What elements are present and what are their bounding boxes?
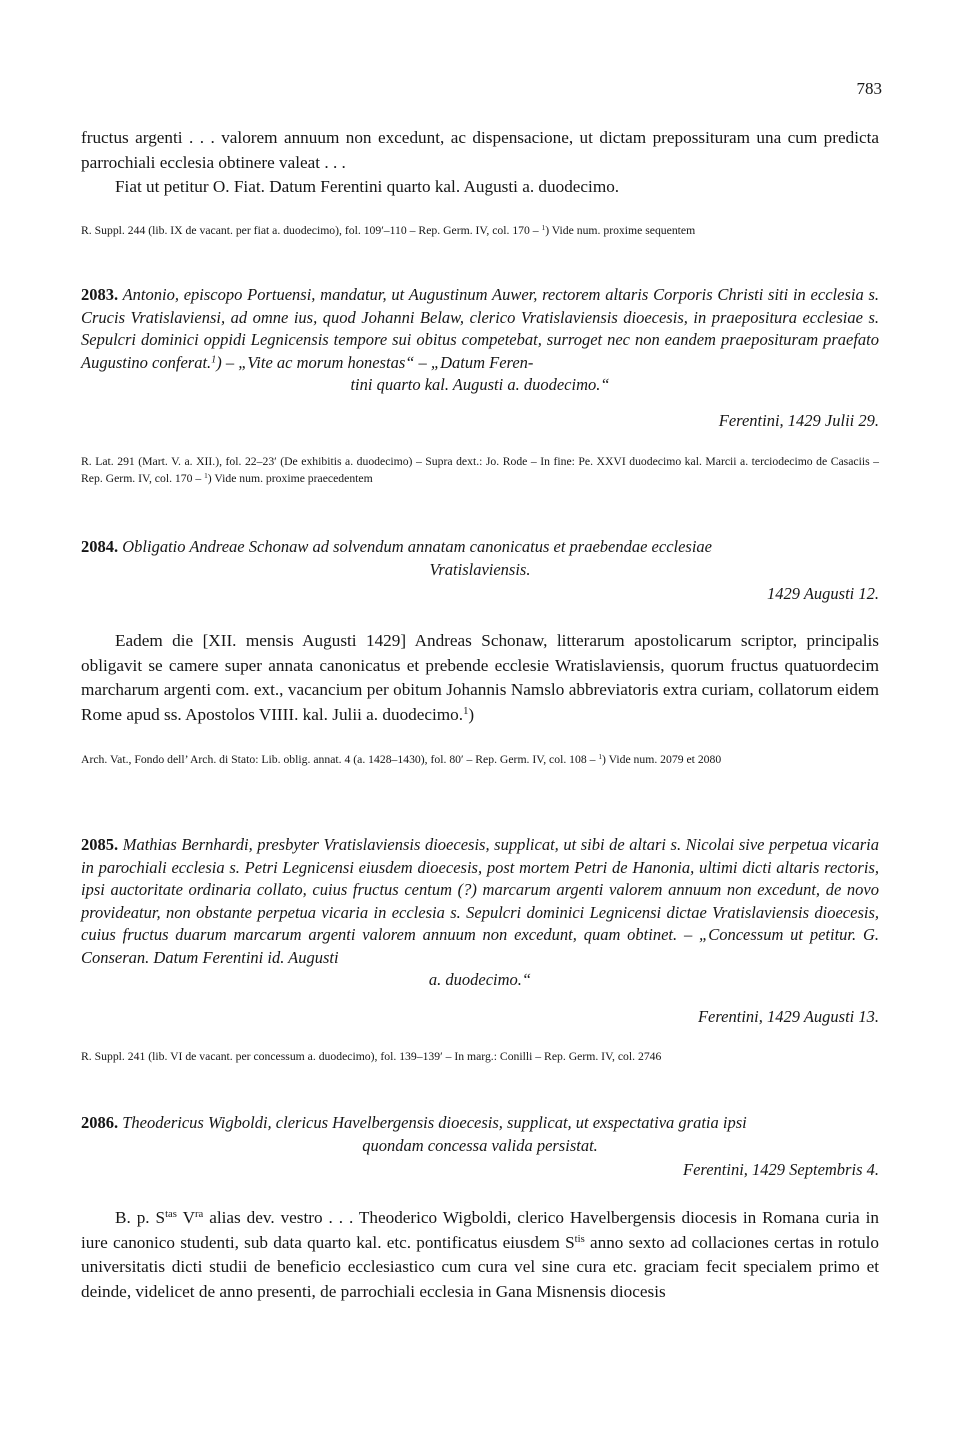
fiat-text: Fiat ut petitur O. Fiat. Datum Ferentini quarto kal. Augusti a. duodecimo. <box>115 177 620 196</box>
regest-text: Antonio, episcopo Portuensi, mandatur, ut Augustinum Auwer, rectorem altaris Corporis Christi siti in ecclesia s. Crucis Vratislaviensi, ad omne ius, quod Johanni Belaw, clerico Vratislaviensis dioecesis, in praepositura ecclesiae s. Sepulcri dominici oppidi Legnicensis tempore sui obitus competebat, surroget nec non eandem praeposituram praefato Augustino conferat. <box>81 285 879 372</box>
continuation-reference: R. Suppl. 244 (lib. IX de vacant. per fiat a. duodecimo), fol. 109′–110 – Rep. Germ. IV, col. 170 – $^1$) Vide num. proxime sequentem <box>81 224 696 237</box>
regest-text: Theodericus Wigboldi, clericus Havelbergensis dioecesis, supplicat, ut exspectativa gratia ipsi <box>122 1113 747 1132</box>
regest-2084: 2084. Obligatio Andreae Schonaw ad solvendum annatam canonicatus et praebendae ecclesiae Vratislaviensis. <box>81 537 713 579</box>
regest-2083: 2083. Antonio, episcopo Portuensi, mandatur, ut Augustinum Auwer, rectorem altaris Corporis Christi siti in ecclesia s. Crucis Vratislaviensi, ad omne ius, quod Johanni Belaw, clerico Vratislaviensis dioecesis, in praepositura ecclesiae s. Sepulcri dominici oppidi Legnicensis tempore sui obitus competebat, surroget nec non eandem praeposituram praefato Augustino conferat.$^1$) – „Vite ac morum honestas“ – „Datum Feren- tini quarto kal. Augusti a. duodecimo.“ <box>81 285 879 394</box>
entry-date: Ferentini, 1429 Julii 29. <box>718 411 879 430</box>
continuation-paragraph <box>81 126 879 175</box>
entry-date: 1429 Augusti 12. <box>767 584 879 603</box>
entry-body: Eadem die [XII. mensis Augusti 1429] Andreas Schonaw, litterarum apostolicarum scriptor, principalis obligavit se camere super annata canonicatus et prebende ecclesie Wratislaviensis, quorum fructus quatuordecim marcharum argenti com. ext., vacancium per obitum Johannis Namslo abbreviatoris extra curiam, collatorum eidem Rome apud ss. Apostolos VIIII. kal. Julii a. duodecimo.$^1$) <box>81 631 879 724</box>
entry-number: 2084. <box>81 537 119 556</box>
entry-body: B. p. $S^{tas}$ $V^{ra}$ alias dev. vestro . . . Theoderico Wigboldi, clerico Havelbergensis diocesis in Romana curia in iure canonico studenti, sub data quarto kal. etc. pontificatus eiusdem $S^{tis}$ anno sexto ad collaciones certas in rotulo universitatis dicti studii de beneficio ecclesiastico cum cura vel sine cura etc. graciam fecit specialem primo et deinde, videlicet de anno presenti, de parrochiali ecclesia in Gana Misnensis diocesis <box>81 1208 879 1301</box>
entry-number: 2083. <box>81 285 119 304</box>
entry-reference: Arch. Vat., Fondo dell’ Arch. di Stato: Lib. oblig. annat. 4 (a. 1428–1430), fol. 80′ – Rep. Germ. IV, col. 108 – $^1$) Vide num. 2079 et 2080 <box>81 753 722 766</box>
entry-date: Ferentini, 1429 Augusti 13. <box>697 1007 879 1026</box>
entry-date: Ferentini, 1429 Septembris 4. <box>683 1160 879 1179</box>
continuation-text: fructus argenti . . . valorem annuum non excedunt, ac dispensacione, ut dictam prepossituram una cum predicta parrochiali ecclesia obtinere valeat . . . <box>81 128 879 172</box>
entry-reference: R. Suppl. 241 (lib. VI de vacant. per concessum a. duodecimo), fol. 139–139′ – In marg.: Conilli – Rep. Germ. IV, col. 2746 <box>81 1050 662 1063</box>
regest-2085: 2085. Mathias Bernhardi, presbyter Vratislaviensis dioecesis, supplicat, ut sibi de altari s. Nicolai sive perpetua vicaria in parochiali ecclesia s. Petri Legnicensi eiusdem dioecesis, post mortem Petri de Hanonia, ultimi dicti altaris rectoris, ipsi auctoritate ordinaria collato, cuius fructus centum (?) marcarum argenti valorem annuum non excedunt, de novo provideatur, non obstante perpetua vicaria in ecclesia s. Sepulcri dominici Legnicensi dictae Vratislaviensis dioecesis, cuius fructus duarum marcarum argenti valorem annuum non excedunt, quam obtinet. – „Concessum ut petitur. G. Conseran. Datum Ferentini id. Augusti a. duodecimo.“ <box>81 835 880 989</box>
entry-reference: R. Lat. 291 (Mart. V. a. XII.), fol. 22–23′ (De exhibitis a. duodecimo) – Supra dext.: Jo. Rode – In fine: Pe. XXVI duodecimo kal. Marcii a. terciodecimo de Casaciis – Rep. Germ. IV, col. 170 – $^1$) Vide num. proxime praecedentem <box>81 455 879 485</box>
page-number: 783 <box>856 79 882 98</box>
regest-text: Mathias Bernhardi, presbyter Vratislaviensis dioecesis, supplicat, ut sibi de altari s. Nicolai sive perpetua vicaria in parochiali ecclesia s. Petri Legnicensi eiusdem dioecesis, post mortem Petri de Hanonia, ultimi dicti altaris rectoris, ipsi auctoritate ordinaria collato, cuius fructus centum (?) marcarum argenti valorem annuum non excedunt, de novo provideatur, non obstante perpetua vicaria in ecclesia s. Sepulcri dominici Legnicensi dictae Vratislaviensis dioecesis, cuius fructus duarum marcarum argenti valorem annuum non excedunt, quam obtinet. – „Concessum ut petitur. G. Conseran. Datum Ferentini id. Augusti <box>81 835 880 967</box>
entry-number: 2085. <box>81 835 119 854</box>
regest-2086: 2086. Theodericus Wigboldi, clericus Havelbergensis dioecesis, supplicat, ut exspectativa gratia ipsi quondam concessa valida persistat. <box>81 1113 747 1155</box>
entry-number: 2086. <box>81 1113 119 1132</box>
continuation-fiat <box>81 175 879 200</box>
regest-text: Obligatio Andreae Schonaw ad solvendum annatam canonicatus et praebendae ecclesiae <box>122 537 713 556</box>
